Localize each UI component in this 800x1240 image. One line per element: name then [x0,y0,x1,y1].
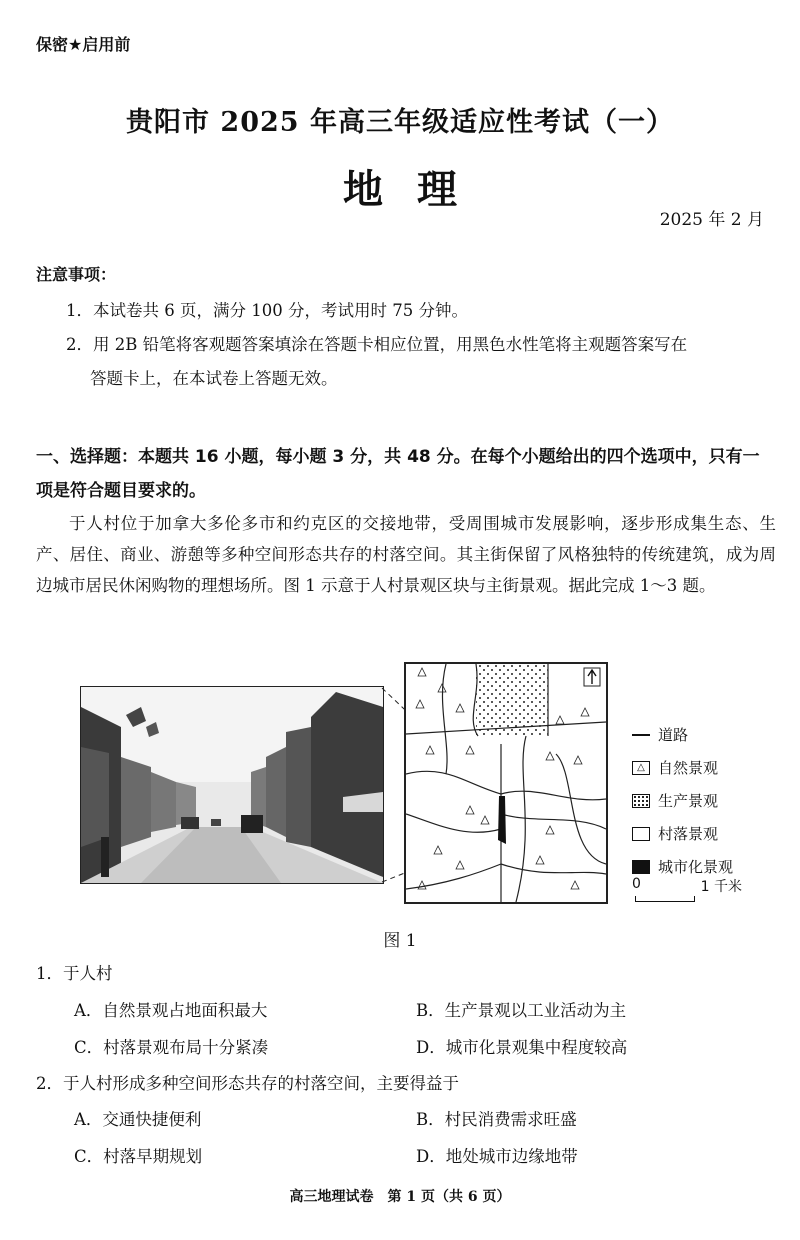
landscape-map [404,662,608,904]
page-footer: 高三地理试卷 第 1 页（共 6 页） [289,1189,511,1205]
figure-caption: 图 1 [383,931,417,951]
question-2-option-c: C．村落早期规划 [74,1147,203,1166]
scale-zero: 0 [632,876,641,892]
legend-natural-label: 自然景观 [658,759,719,777]
exam-title: 贵阳市 2025 年高三年级适应性考试（一） [126,107,674,138]
road-line-icon [632,734,650,736]
question-2-option-d: D．地处城市边缘地带 [416,1147,578,1166]
question-2-option-a: A．交通快捷便利 [74,1110,202,1129]
question-2-stem: 2．于人村形成多种空间形态共存的村落空间，主要得益于 [36,1074,459,1093]
scale-line-icon [635,896,695,902]
question-1-option-b: B．生产景观以工业活动为主 [416,1001,627,1020]
legend-natural [632,751,733,784]
blank-swatch-icon [632,827,650,841]
legend-road [632,718,733,751]
legend-production-label: 生产景观 [658,792,719,810]
legend-urban-label: 城市化景观 [658,858,734,876]
black-swatch-icon [632,860,650,874]
dot-swatch-icon [632,794,650,808]
street-photo [80,686,384,884]
question-1-option-d: D．城市化景观集中程度较高 [416,1038,628,1057]
question-1-option-c: C．村落景观布局十分紧凑 [74,1038,269,1057]
question-2-option-b: B．村民消费需求旺盛 [416,1110,577,1129]
legend-road-label: 道路 [658,726,689,744]
subject-title: 地理 [343,166,491,213]
tree-swatch-icon: △ [632,761,650,775]
notice-item-2-cont: 答题卡上，在本试卷上答题无效。 [90,369,338,388]
notice-heading: 注意事项： [36,265,117,284]
confidential-label: 保密★启用前 [36,35,131,54]
question-1-stem: 1．于人村 [36,964,113,983]
section-heading: 一、选择题：本题共 16 小题，每小题 3 分，共 48 分。在每个小题给出的四个选项中，只有一项是符合题目要求的。 [36,447,760,501]
notice-item-1: 1．本试卷共 6 页，满分 100 分，考试用时 75 分钟。 [66,301,468,320]
exam-date: 2025 年 2 月 [659,210,764,230]
passage: 于人村位于加拿大多伦多市和约克区的交接地带，受周围城市发展影响，逐步形成集生态、生产、居住、商业、游憩等多种空间形态共存的村落空间。其主街保留了风格独特的传统建筑，成为周边城市居民休闲购物的理想场所。图 1 示意于人村景观区块与主街景观。据此完成 1～3 题。 [36,514,776,595]
legend-village-label: 村落景观 [658,825,719,843]
scale-unit: 1 千米 [700,879,742,895]
scale-bar [632,876,742,902]
legend-village [632,817,733,850]
legend-production [632,784,733,817]
question-1-option-a: A．自然景观占地面积最大 [74,1001,268,1020]
notice-item-2: 2．用 2B 铅笔将客观题答案填涂在答题卡相应位置，用黑色水性笔将主观题答案写在 [66,335,688,354]
map-legend [632,718,733,883]
